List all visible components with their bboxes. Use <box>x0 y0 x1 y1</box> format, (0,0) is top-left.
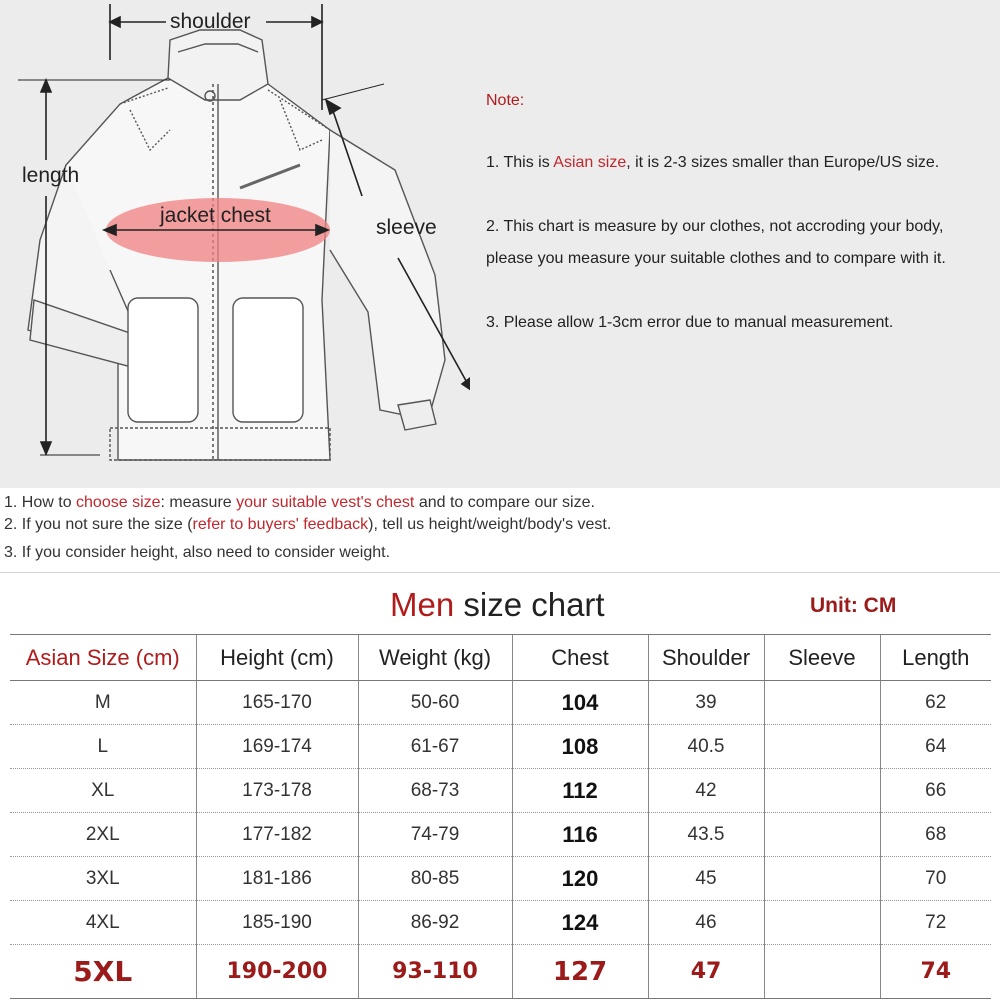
note-title: Note: <box>486 92 525 109</box>
cell-weight: 93-110 <box>358 945 512 999</box>
cell-chest: 108 <box>512 725 648 769</box>
cell-length: 70 <box>880 857 991 901</box>
table-row <box>10 813 991 857</box>
cell-height: 190-200 <box>196 945 358 999</box>
shoulder-label: shoulder <box>170 10 251 33</box>
cell-length: 72 <box>880 901 991 945</box>
cell-size: XL <box>10 769 196 813</box>
header-asian-size: Asian Size (cm) <box>10 635 196 681</box>
cell-length: 66 <box>880 769 991 813</box>
cell-length: 64 <box>880 725 991 769</box>
tip-1-choose-size: choose size <box>76 494 161 511</box>
cell-shoulder: 40.5 <box>648 725 764 769</box>
cell-weight: 68-73 <box>358 769 512 813</box>
cell-weight: 74-79 <box>358 813 512 857</box>
tip-1-vest-chest: your suitable vest's chest <box>236 494 415 511</box>
chart-title-men: Men <box>390 586 455 623</box>
jacket-illustration <box>0 0 470 488</box>
tip-1-part-e: and to compare our size. <box>414 494 595 511</box>
note-line-3: 3. Please allow 1-3cm error due to manual measurement. <box>486 314 894 331</box>
cell-chest: 104 <box>512 681 648 725</box>
cell-shoulder: 42 <box>648 769 764 813</box>
note-line-1 <box>486 154 939 172</box>
cell-shoulder: 43.5 <box>648 813 764 857</box>
table-row <box>10 725 991 769</box>
cell-size: L <box>10 725 196 769</box>
cell-chest: 116 <box>512 813 648 857</box>
header-height: Height (cm) <box>196 635 358 681</box>
cell-sleeve <box>764 901 880 945</box>
table-row <box>10 857 991 901</box>
cell-size: 5XL <box>10 945 196 999</box>
size-chart-table <box>10 634 991 999</box>
note-line-2a: 2. This chart is measure by our clothes, not accroding your body, <box>486 218 944 235</box>
cell-chest: 120 <box>512 857 648 901</box>
tip-1-part-a: 1. How to <box>4 494 77 511</box>
chart-title <box>390 586 605 624</box>
header-length: Length <box>880 635 991 681</box>
header-shoulder: Shoulder <box>648 635 764 681</box>
cell-size: M <box>10 681 196 725</box>
cell-sleeve <box>764 769 880 813</box>
tip-2-feedback: refer to buyers' feedback <box>192 516 369 533</box>
cell-weight: 50-60 <box>358 681 512 725</box>
tip-1 <box>4 494 595 512</box>
tip-1-part-c: : measure <box>160 494 237 511</box>
cell-size: 3XL <box>10 857 196 901</box>
chart-divider <box>0 572 1000 573</box>
cell-shoulder: 46 <box>648 901 764 945</box>
cell-size: 2XL <box>10 813 196 857</box>
table-row <box>10 769 991 813</box>
note-line-1-suffix: , it is 2-3 sizes smaller than Europe/US size. <box>626 154 940 171</box>
jacket-chest-label: jacket chest <box>160 204 271 227</box>
cell-length: 68 <box>880 813 991 857</box>
cell-sleeve <box>764 681 880 725</box>
cell-height: 177-182 <box>196 813 358 857</box>
cell-height: 173-178 <box>196 769 358 813</box>
cell-weight: 61-67 <box>358 725 512 769</box>
cell-height: 185-190 <box>196 901 358 945</box>
cell-shoulder: 47 <box>648 945 764 999</box>
chart-title-rest: size chart <box>454 586 605 623</box>
cell-shoulder: 39 <box>648 681 764 725</box>
tip-2-part-c: ), tell us height/weight/body's vest. <box>368 516 612 533</box>
header-chest: Chest <box>512 635 648 681</box>
note-line-1-prefix: 1. This is <box>486 154 554 171</box>
table-row <box>10 901 991 945</box>
cell-height: 169-174 <box>196 725 358 769</box>
tip-2 <box>4 516 611 534</box>
sleeve-label: sleeve <box>376 216 437 239</box>
cell-height: 165-170 <box>196 681 358 725</box>
cell-weight: 86-92 <box>358 901 512 945</box>
cell-weight: 80-85 <box>358 857 512 901</box>
cell-sleeve <box>764 945 880 999</box>
cell-sleeve <box>764 857 880 901</box>
cell-chest: 124 <box>512 901 648 945</box>
table-row-highlighted <box>10 945 991 999</box>
cell-length: 74 <box>880 945 991 999</box>
cell-size: 4XL <box>10 901 196 945</box>
cell-height: 181-186 <box>196 857 358 901</box>
tip-3: 3. If you consider height, also need to consider weight. <box>4 544 391 561</box>
cell-sleeve <box>764 813 880 857</box>
header-sleeve: Sleeve <box>764 635 880 681</box>
size-diagram-panel <box>0 0 1000 488</box>
table-header-row <box>10 635 991 681</box>
unit-label: Unit: CM <box>810 594 897 617</box>
length-label: length <box>22 164 80 187</box>
cell-chest: 127 <box>512 945 648 999</box>
asian-size-highlight: Asian size <box>553 154 627 171</box>
cell-shoulder: 45 <box>648 857 764 901</box>
note-line-2b: please you measure your suitable clothes and to compare with it. <box>486 250 946 267</box>
tip-2-part-a: 2. If you not sure the size ( <box>4 516 193 533</box>
cell-length: 62 <box>880 681 991 725</box>
cell-sleeve <box>764 725 880 769</box>
table-row <box>10 681 991 725</box>
header-weight: Weight (kg) <box>358 635 512 681</box>
cell-chest: 112 <box>512 769 648 813</box>
